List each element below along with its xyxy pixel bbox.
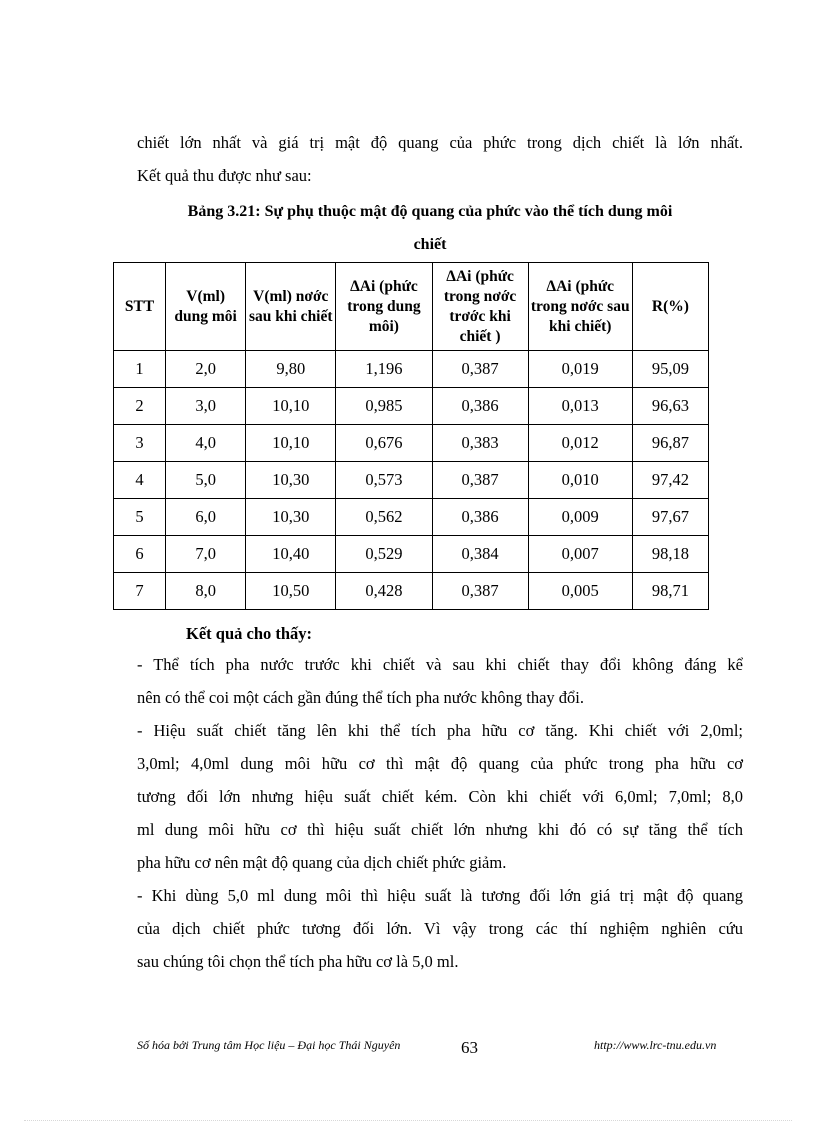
cell-recovery: 97,42 [632, 462, 708, 499]
cell-stt: 5 [114, 499, 166, 536]
cell-water-volume: 9,80 [246, 351, 336, 388]
cell-recovery: 96,63 [632, 388, 708, 425]
header-solvent-volume: V(ml) dung môi [166, 263, 246, 351]
intro-line-2: Kết quả thu được như sau: [137, 166, 312, 185]
para3-line-1: - Khi dùng 5,0 ml dung môi thì hiệu suất là tương đối lớn giá trị mật độ quang [137, 886, 743, 905]
cell-delta-a-water-after: 0,019 [528, 351, 632, 388]
header-delta-a-water-after: ΔAi (phức trong nơớc sau khi chiết) [528, 263, 632, 351]
header-delta-a-water-before: ΔAi (phức trong nơớc trơớc khi chiết ) [432, 263, 528, 351]
cell-solvent-volume: 8,0 [166, 573, 246, 610]
table-header-row [114, 263, 709, 351]
cell-stt: 2 [114, 388, 166, 425]
cell-water-volume: 10,40 [246, 536, 336, 573]
cell-delta-a-water-after: 0,013 [528, 388, 632, 425]
cell-delta-a-water-before: 0,387 [432, 351, 528, 388]
cell-water-volume: 10,30 [246, 462, 336, 499]
cell-recovery: 95,09 [632, 351, 708, 388]
table-row [114, 536, 709, 573]
intro-line-1: chiết lớn nhất và giá trị mật độ quang của phức trong dịch chiết là lớn nhất. [137, 133, 743, 152]
table-row [114, 388, 709, 425]
para2-line-1: - Hiệu suất chiết tăng lên khi thể tích pha hữu cơ tăng. Khi chiết với 2,0ml; [137, 721, 743, 740]
table-title-line-2: chiết [413, 236, 447, 253]
cell-delta-a-water-after: 0,010 [528, 462, 632, 499]
results-heading: Kết quả cho thấy: [186, 624, 313, 643]
table-row [114, 573, 709, 610]
cell-delta-a-water-before: 0,386 [432, 499, 528, 536]
para3-line-3: sau chúng tôi chọn thể tích pha hữu cơ là 5,0 ml. [137, 952, 459, 971]
cell-solvent-volume: 3,0 [166, 388, 246, 425]
para1-line-1: - Thể tích pha nước trước khi chiết và sau khi chiết thay đổi không đáng kể [137, 655, 743, 674]
page-bottom-divider [24, 1120, 792, 1121]
para2-line-5: pha hữu cơ nên mật độ quang của dịch chiết phức giảm. [137, 853, 507, 872]
cell-water-volume: 10,10 [246, 388, 336, 425]
table-body [114, 351, 709, 610]
table-row [114, 462, 709, 499]
cell-delta-a-water-before: 0,387 [432, 573, 528, 610]
cell-delta-a-water-before: 0,383 [432, 425, 528, 462]
cell-recovery: 98,71 [632, 573, 708, 610]
para3-line-2: của dịch chiết phức tương đối lớn. Vì vậy trong các thí nghiệm nghiên cứu [137, 919, 743, 938]
footer-url: http://www.lrc-tnu.edu.vn [594, 1038, 717, 1052]
cell-solvent-volume: 2,0 [166, 351, 246, 388]
table-row [114, 425, 709, 462]
cell-delta-a-solvent: 0,573 [336, 462, 432, 499]
cell-stt: 3 [114, 425, 166, 462]
cell-solvent-volume: 4,0 [166, 425, 246, 462]
cell-delta-a-water-after: 0,007 [528, 536, 632, 573]
cell-solvent-volume: 5,0 [166, 462, 246, 499]
para2-line-4: ml dung môi hữu cơ thì hiệu suất chiết lớn nhưng khi đó có sự tăng thể tích [137, 820, 743, 839]
cell-delta-a-water-before: 0,387 [432, 462, 528, 499]
cell-stt: 7 [114, 573, 166, 610]
para1-line-2: nên có thể coi một cách gần đúng thể tích pha nước không thay đổi. [137, 688, 585, 707]
cell-stt: 6 [114, 536, 166, 573]
cell-delta-a-water-before: 0,384 [432, 536, 528, 573]
header-stt: STT [114, 263, 166, 351]
cell-delta-a-solvent: 0,529 [336, 536, 432, 573]
cell-water-volume: 10,50 [246, 573, 336, 610]
header-recovery: R(%) [632, 263, 708, 351]
header-water-volume: V(ml) nơớc sau khi chiết [246, 263, 336, 351]
header-delta-a-solvent: ΔAi (phức trong dung môi) [336, 263, 432, 351]
cell-delta-a-water-after: 0,012 [528, 425, 632, 462]
cell-delta-a-water-before: 0,386 [432, 388, 528, 425]
cell-delta-a-solvent: 0,985 [336, 388, 432, 425]
cell-recovery: 96,87 [632, 425, 708, 462]
table-row [114, 499, 709, 536]
cell-recovery: 97,67 [632, 499, 708, 536]
cell-delta-a-solvent: 0,676 [336, 425, 432, 462]
cell-water-volume: 10,10 [246, 425, 336, 462]
data-table [113, 262, 709, 610]
cell-water-volume: 10,30 [246, 499, 336, 536]
cell-delta-a-water-after: 0,009 [528, 499, 632, 536]
cell-stt: 1 [114, 351, 166, 388]
cell-delta-a-solvent: 1,196 [336, 351, 432, 388]
table-row [114, 351, 709, 388]
cell-solvent-volume: 7,0 [166, 536, 246, 573]
page-number: 63 [461, 1038, 478, 1057]
cell-delta-a-solvent: 0,428 [336, 573, 432, 610]
para2-line-3: tương đối lớn nhưng hiệu suất chiết kém. Còn khi chiết với 6,0ml; 7,0ml; 8,0 [137, 787, 743, 806]
cell-stt: 4 [114, 462, 166, 499]
footer-source: Số hóa bởi Trung tâm Học liệu – Đại học Thái Nguyên [137, 1038, 401, 1052]
table-title-line-1: Bảng 3.21: Sự phụ thuộc mật độ quang của phức vào thể tích dung môi [187, 203, 673, 220]
cell-delta-a-solvent: 0,562 [336, 499, 432, 536]
cell-delta-a-water-after: 0,005 [528, 573, 632, 610]
cell-recovery: 98,18 [632, 536, 708, 573]
para2-line-2: 3,0ml; 4,0ml dung môi hữu cơ thì mật độ quang của phức trong pha hữu cơ [137, 754, 743, 773]
cell-solvent-volume: 6,0 [166, 499, 246, 536]
